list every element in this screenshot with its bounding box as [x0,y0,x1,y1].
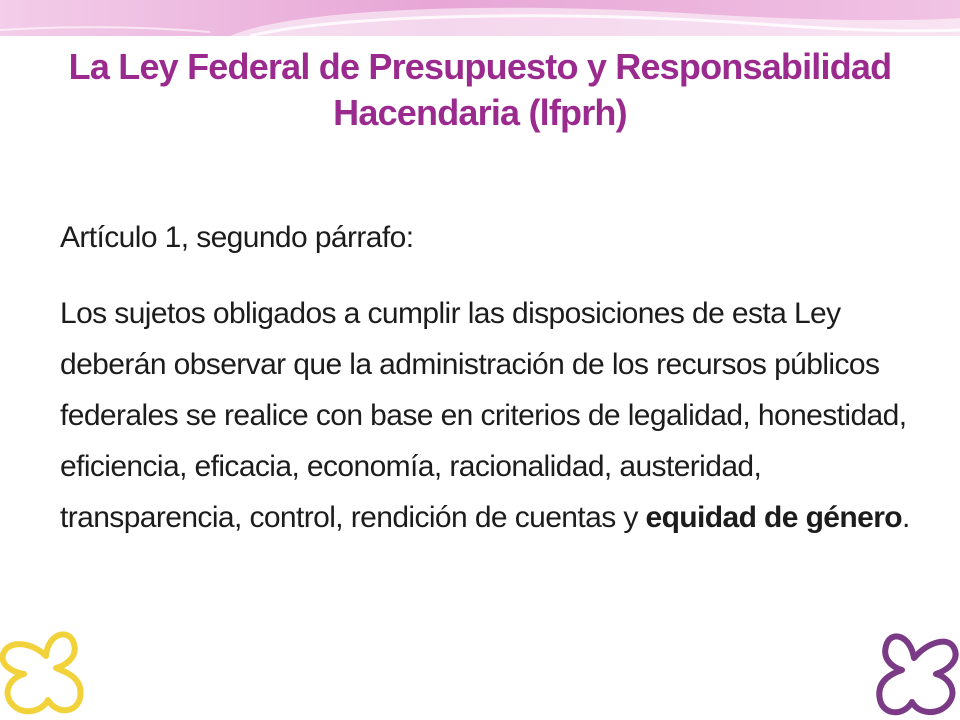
article-heading: Artículo 1, segundo párrafo: [60,221,414,254]
top-swoosh-banner [0,0,960,36]
butterfly-outline [3,634,81,711]
emphasis-text: equidad de género [645,501,902,534]
paragraph-end: . [902,501,910,534]
article-paragraph [60,288,930,543]
yellow-butterfly-icon [0,622,94,720]
paragraph-text: Los sujetos obligados a cumplir las disposiciones de esta Ley deberán observar que la administración de los recursos públicos federales se realice con base en criterios de legalidad, honestidad, eficiencia, eficacia, economía, racionalidad, austeridad, transparencia, control, rendición de cuentas y [60,297,907,534]
slide-title: La Ley Federal de Presupuesto y Responsabilidad Hacendaria (lfprh) [68,46,892,133]
slide-content [60,214,930,543]
butterfly-outline [879,636,955,712]
purple-butterfly-icon [868,622,960,720]
